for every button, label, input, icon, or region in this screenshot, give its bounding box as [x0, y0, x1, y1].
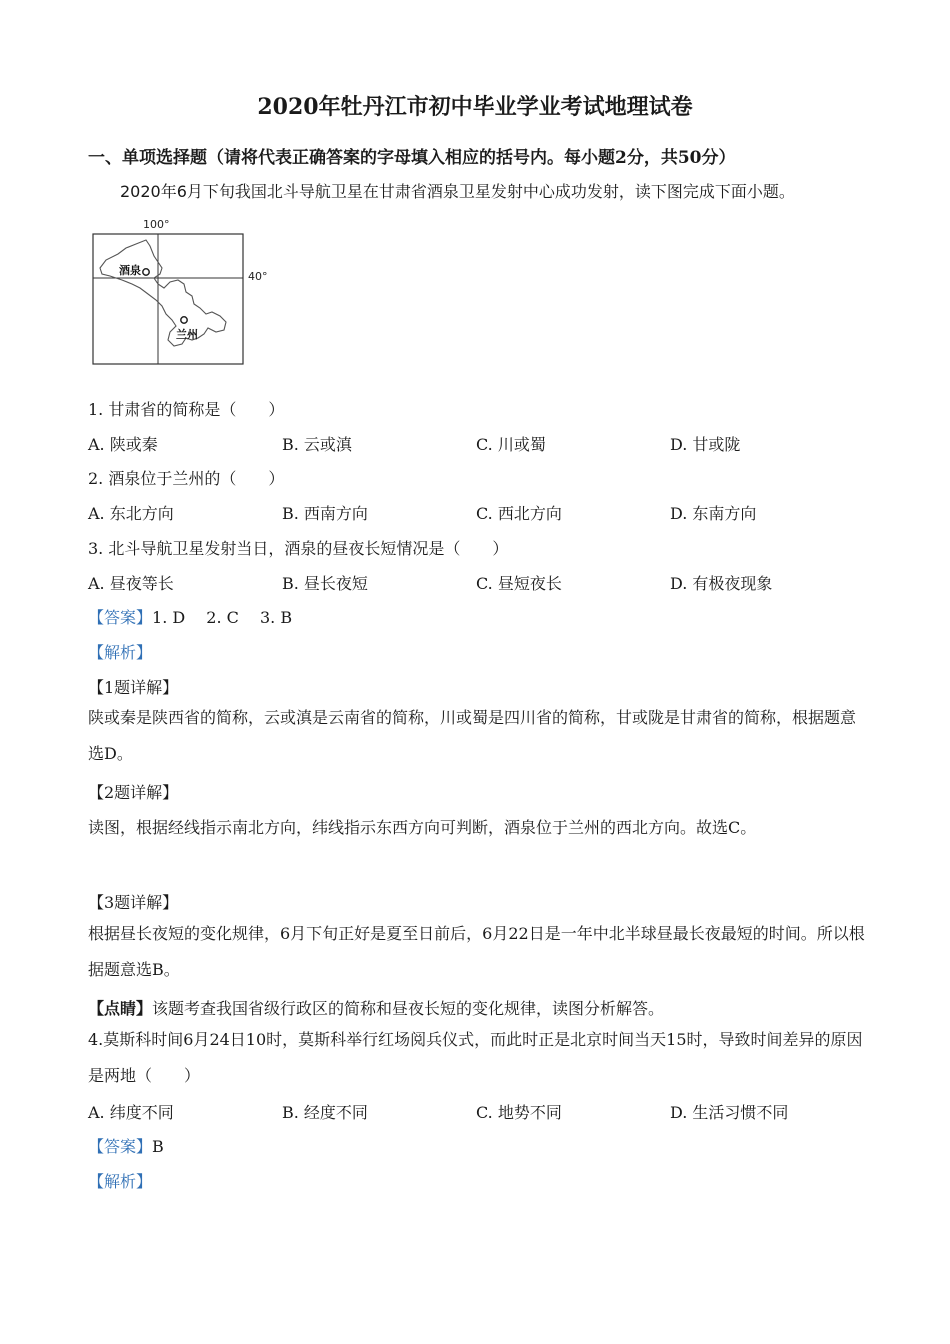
detail-3-label: 【3题详解】: [88, 893, 179, 912]
lat-label: 40°: [248, 270, 268, 283]
tip-label: 【点睛】: [88, 999, 153, 1018]
question-4-stem: 4.莫斯科时间6月24日10时，莫斯科举行红场阅兵仪式，而此时正是北京时间当天15时，导致时间差异的原因是两地（ ）: [88, 1030, 863, 1085]
q3-option-d: D. 有极夜现象: [670, 574, 773, 593]
q4-option-d: D. 生活习惯不同: [670, 1103, 789, 1122]
q4-option-c: C. 地势不同: [476, 1103, 562, 1122]
answer-label: 【答案】: [88, 608, 153, 627]
question-3-stem: 3. 北斗导航卫星发射当日，酒泉的昼夜长短情况是（ ）: [88, 539, 509, 558]
q1-option-c: C. 川或蜀: [476, 435, 546, 454]
answer-text: 1. D 2. C 3. B: [152, 608, 293, 627]
analysis-label-2: 【解析】: [88, 1172, 153, 1191]
city-lanzhou-label: 兰州: [176, 328, 198, 341]
detail-1-text: 陕或秦是陕西省的简称，云或滇是云南省的简称，川或蜀是四川省的简称，甘或陇是甘肃省的简称，根据题意选D。: [88, 708, 857, 763]
intro-text: 2020年6月下旬我国北斗导航卫星在甘肃省酒泉卫星发射中心成功发射，读下图完成下面小题。: [120, 182, 795, 201]
detail-2-label: 【2题详解】: [88, 783, 179, 802]
q4-option-a: A. 纬度不同: [88, 1103, 174, 1122]
lon-label: 100°: [143, 218, 170, 231]
q4-option-b: B. 经度不同: [282, 1103, 368, 1122]
q2-option-d: D. 东南方向: [670, 504, 757, 523]
q3-option-a: A. 昼夜等长: [88, 574, 174, 593]
city-jiuquan-label: 酒泉: [119, 264, 141, 277]
lanzhou-marker: [181, 317, 187, 323]
map-frame: [93, 234, 243, 364]
q3-option-c: C. 昼短夜长: [476, 574, 562, 593]
q2-option-a: A. 东北方向: [88, 504, 174, 523]
detail-2-text: 读图，根据经线指示南北方向，纬线指示东西方向可判断，酒泉位于兰州的西北方向。故选C。: [88, 818, 757, 837]
answer-4-label: 【答案】: [88, 1137, 153, 1156]
q2-option-b: B. 西南方向: [282, 504, 368, 523]
tip-line: [88, 996, 664, 1019]
answer-1-3: [88, 605, 292, 628]
answer-4-text: B: [152, 1137, 164, 1156]
section-header: 一、单项选择题（请将代表正确答案的字母填入相应的括号内。每小题2分，共50分）: [88, 148, 736, 168]
answer-4: [88, 1134, 164, 1157]
analysis-label: 【解析】: [88, 643, 153, 662]
q1-option-d: D. 甘或陇: [670, 435, 741, 454]
jiuquan-marker: [143, 269, 149, 275]
page-title: 2020年牡丹江市初中毕业学业考试地理试卷: [257, 94, 693, 120]
gansu-map: [88, 214, 278, 366]
tip-text: 该题考查我国省级行政区的简称和昼夜长短的变化规律，读图分析解答。: [152, 999, 665, 1018]
q1-option-a: A. 陕或秦: [88, 435, 158, 454]
q2-option-c: C. 西北方向: [476, 504, 562, 523]
detail-3-text: 根据昼长夜短的变化规律，6月下旬正好是夏至日前后，6月22日是一年中北半球昼最长夜最短的时间。所以根据题意选B。: [88, 924, 865, 979]
question-2-stem: 2. 酒泉位于兰州的（ ）: [88, 469, 285, 488]
gansu-outline: [100, 240, 226, 346]
question-1-stem: 1. 甘肃省的简称是（ ）: [88, 400, 285, 419]
q1-option-b: B. 云或滇: [282, 435, 352, 454]
q3-option-b: B. 昼长夜短: [282, 574, 368, 593]
detail-1-label: 【1题详解】: [88, 678, 179, 697]
